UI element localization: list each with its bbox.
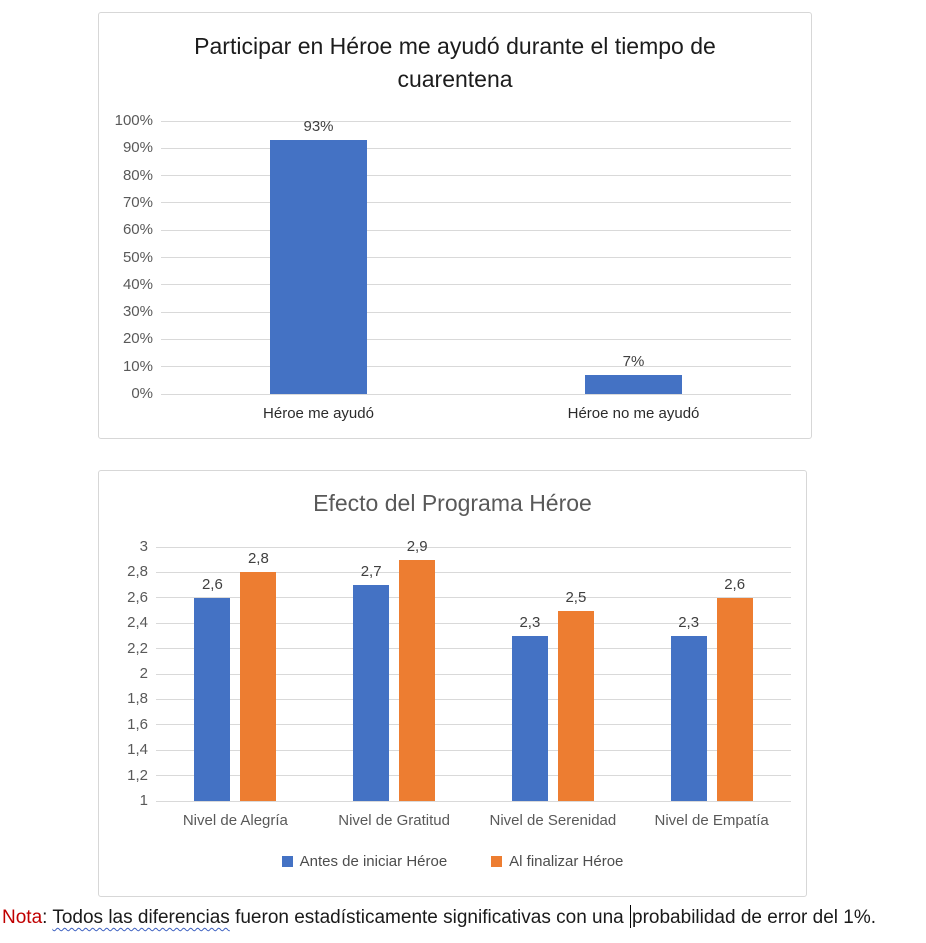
y-axis-tick-label: 1,2 <box>127 766 148 784</box>
gridline <box>156 547 791 548</box>
note-colon: : <box>42 907 53 928</box>
data-label: 2,3 <box>678 613 700 631</box>
note-label: Nota <box>2 907 43 928</box>
gridline <box>161 339 791 340</box>
y-axis-tick-label: 1,8 <box>127 690 148 708</box>
legend-item <box>491 853 623 870</box>
y-axis-tick-label: 40% <box>122 275 153 293</box>
bar <box>353 585 389 801</box>
gridline <box>161 394 791 395</box>
data-label: 7% <box>622 352 645 370</box>
note-paragraph[interactable] <box>2 905 924 931</box>
gridline <box>161 121 791 122</box>
gridline <box>161 202 791 203</box>
bar <box>512 636 548 801</box>
legend-label: Antes de iniciar Héroe <box>299 853 448 870</box>
y-axis-tick-label: 2,6 <box>127 588 148 606</box>
text-cursor <box>630 905 631 928</box>
y-axis-tick-label: 90% <box>122 139 153 157</box>
category-label: Nivel de Alegría <box>182 812 288 829</box>
bar <box>585 375 682 394</box>
y-axis-tick-label: 50% <box>122 248 153 266</box>
y-axis-tick-label: 1,4 <box>127 741 148 759</box>
data-label: 2,8 <box>247 550 269 568</box>
y-axis-tick-label: 80% <box>122 166 153 184</box>
note-text-middle: fueron estadísticamente significativas con una <box>229 907 630 928</box>
y-axis-tick-label: 0% <box>131 385 153 402</box>
legend <box>99 853 806 870</box>
quarantine-help-chart[interactable] <box>98 12 812 439</box>
y-axis-tick-label: 10% <box>122 357 153 375</box>
category-label: Nivel de Serenidad <box>489 812 617 829</box>
chart-title: Efecto del Programa Héroe <box>313 490 592 516</box>
data-label: 93% <box>303 118 334 136</box>
gridline <box>161 312 791 313</box>
legend-swatch-icon <box>282 856 293 867</box>
y-axis-tick-label: 1 <box>139 792 148 809</box>
note-grammar-flagged-text: Todos las diferencias <box>52 907 230 928</box>
y-axis-tick-label: 2,2 <box>127 639 148 657</box>
data-label: 2,6 <box>201 575 223 593</box>
y-axis-tick-label: 30% <box>122 303 153 321</box>
legend-label: Al finalizar Héroe <box>509 853 624 870</box>
data-label: 2,5 <box>565 588 587 606</box>
y-axis-tick-label: 2 <box>139 665 148 682</box>
data-label: 2,7 <box>360 563 382 581</box>
data-label: 2,6 <box>724 575 746 593</box>
plot-area <box>127 537 791 829</box>
data-label: 2,9 <box>406 537 428 555</box>
category-label: Héroe me ayudó <box>263 405 374 422</box>
legend-swatch-icon <box>491 856 502 867</box>
gridline <box>161 284 791 285</box>
gridline <box>161 175 791 176</box>
y-axis-tick-label: 2,8 <box>127 563 148 581</box>
bar <box>270 140 367 394</box>
bar <box>558 611 594 802</box>
gridline <box>161 230 791 231</box>
chart-title: Participar en Héroe me ayudó durante el tiempo de cuarentena <box>194 33 716 92</box>
y-axis-tick-label: 2,4 <box>127 614 148 632</box>
y-axis-tick-label: 100% <box>114 112 153 129</box>
program-effect-chart[interactable] <box>98 470 807 897</box>
data-label: 2,3 <box>519 613 541 631</box>
legend-item <box>282 853 448 870</box>
category-label: Nivel de Empatía <box>654 812 769 829</box>
bar <box>399 560 435 801</box>
gridline <box>161 257 791 258</box>
bar <box>194 598 230 801</box>
y-axis-tick-label: 20% <box>122 330 153 348</box>
y-axis-tick-label: 60% <box>122 221 153 239</box>
category-label: Héroe no me ayudó <box>567 405 700 422</box>
y-axis-tick-label: 3 <box>139 538 148 555</box>
plot-area <box>114 112 791 422</box>
bar <box>671 636 707 801</box>
bar <box>717 598 753 801</box>
gridline <box>161 366 791 367</box>
y-axis-tick-label: 1,6 <box>127 715 148 733</box>
bar <box>240 572 276 801</box>
note-text-end: probabilidad de error del 1%. <box>632 907 877 928</box>
category-label: Nivel de Gratitud <box>338 812 450 829</box>
gridline <box>161 148 791 149</box>
y-axis-tick-label: 70% <box>122 193 153 211</box>
